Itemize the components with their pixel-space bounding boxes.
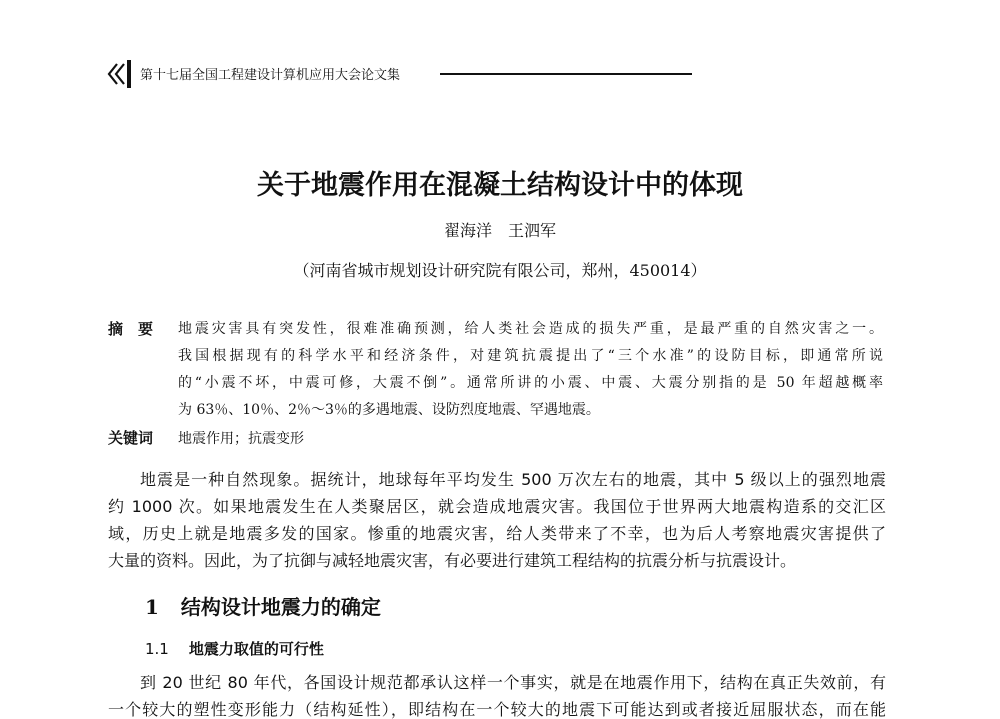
authors: 翟海洋 王泗军 xyxy=(443,221,556,240)
abstract-label: 摘 要 xyxy=(108,320,154,338)
abstract-line: 的“小震不坏，中震可修，大震不倒”。通常所讲的小震、中震、大震分别指的是 50 年超越概率 xyxy=(178,375,883,391)
running-header: 第十七届全国工程建设计算机应用大会论文集 xyxy=(140,68,401,83)
section-title: 结构设计地震力的确定 xyxy=(180,595,381,619)
abstract-line: 为 63％、10％、2％～3％的多遇地震、设防烈度地震、罕遇地震。 xyxy=(178,402,600,418)
paper-title: 关于地震作用在混凝土结构设计中的体现 xyxy=(257,170,743,201)
abstract-line: 地震灾害具有突发性，很难准确预测，给人类社会造成的损失严重，是最严重的自然灾害之一。 xyxy=(178,321,883,337)
double-chevron-left-icon xyxy=(106,60,132,88)
intro-line: 大量的资料。因此，为了抗御与减轻地震灾害，有必要进行建筑工程结构的抗震分析与抗震设计。 xyxy=(108,551,797,570)
subsection-number: 1.1 xyxy=(145,640,169,658)
keywords: 地震作用；抗震变形 xyxy=(178,431,304,447)
body-line: 一个较大的塑性变形能力（结构延性），即结构在一个较大的地震下可能达到或者接近屈服状态，而在能 xyxy=(108,700,886,719)
subsection-heading xyxy=(145,638,324,659)
intro-line: 约 1000 次。如果地震发生在人类聚居区，就会造成地震灾害。我国位于世界两大地震构造系的交汇区 xyxy=(108,497,886,516)
header-rule xyxy=(440,73,692,75)
intro-line: 地震是一种自然现象。据统计，地球每年平均发生 500 万次左右的地震，其中 5 级以上的强烈地震 xyxy=(140,470,886,489)
keywords-label: 关键词 xyxy=(108,429,154,447)
subsection-title: 地震力取值的可行性 xyxy=(188,640,324,658)
body-line: 到 20 世纪 80 年代，各国设计规范都承认这样一个事实，就是在地震作用下，结构在真正失效前，有 xyxy=(140,673,886,692)
intro-line: 域，历史上就是地震多发的国家。惨重的地震灾害，给人类带来了不幸，也为后人考察地震灾害提供了 xyxy=(108,524,886,543)
affiliation: （河南省城市规划设计研究院有限公司，郑州，450014） xyxy=(293,261,707,280)
section-number: 1 xyxy=(145,595,159,619)
abstract-line: 我国根据现有的科学水平和经济条件，对建筑抗震提出了“三个水准”的设防目标，即通常所说 xyxy=(178,348,883,364)
section-heading xyxy=(145,591,381,620)
